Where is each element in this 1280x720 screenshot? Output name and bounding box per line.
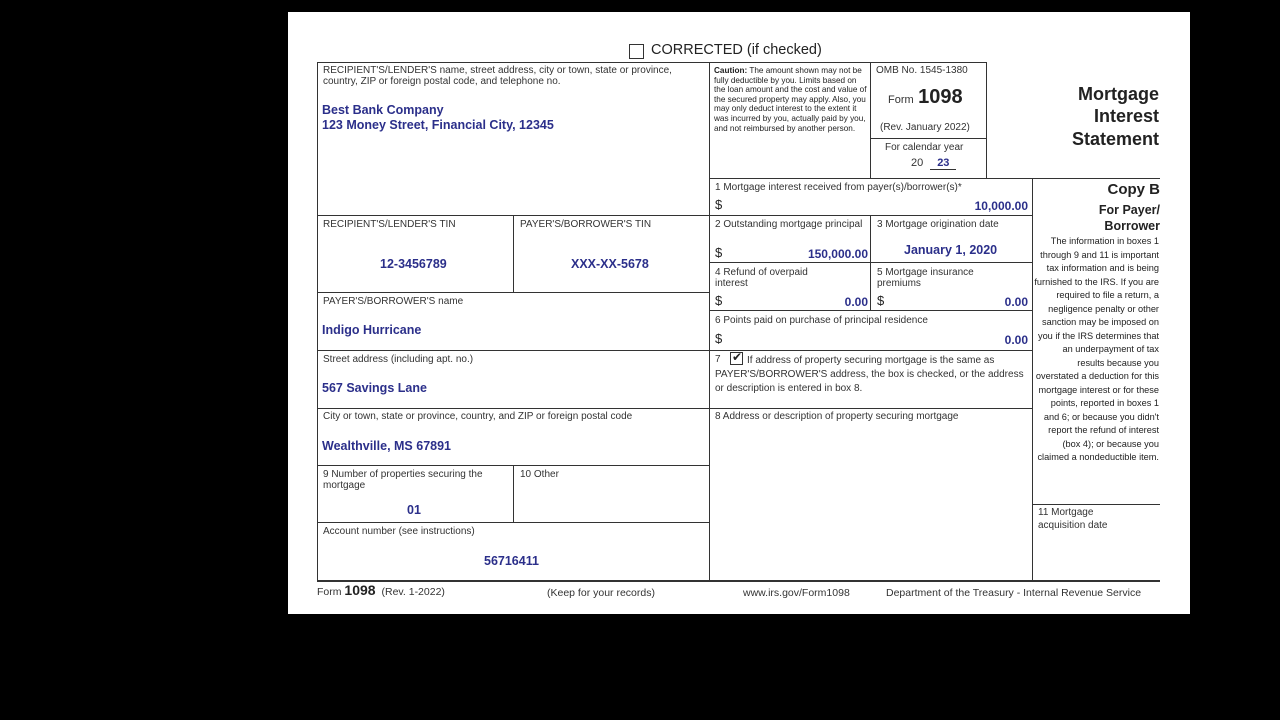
box4-dollar: $	[715, 293, 723, 308]
box9-label: 9 Number of properties securing the mortgage	[323, 469, 483, 491]
corrected-label: CORRECTED (if checked)	[651, 42, 822, 58]
box7-number: 7	[715, 354, 721, 365]
form-1098-page	[288, 12, 1190, 614]
footer-keep: (Keep for your records)	[547, 587, 655, 599]
box4-label: 4 Refund of overpaid interest	[715, 267, 808, 289]
box7-text: If address of property securing mortgage is the same as PAYER'S/BORROWER'S address, the box is checked, or the address or description is entered in box 8.	[715, 355, 1024, 394]
box3-label: 3 Mortgage origination date	[877, 219, 999, 230]
box1-label: 1 Mortgage interest received from payer(s)/borrower(s)*	[715, 182, 962, 193]
omb-number: OMB No. 1545-1380	[876, 65, 968, 76]
city-label: City or town, state or province, country, and ZIP or foreign postal code	[323, 411, 633, 422]
account-label: Account number (see instructions)	[323, 526, 475, 537]
footer-url[interactable]: www.irs.gov/Form1098	[743, 587, 850, 599]
box2-dollar: $	[715, 245, 723, 260]
title-line2: Interest	[1093, 106, 1159, 126]
corrected-checkbox[interactable]	[629, 44, 644, 59]
street-label: Street address (including apt. no.)	[323, 354, 474, 365]
title-line3: Statement	[1071, 129, 1159, 149]
recipient-address: 123 Money Street, Financial City, 12345	[322, 118, 554, 132]
box5-value: 0.00	[1004, 295, 1028, 309]
payer-street: 567 Savings Lane	[322, 381, 427, 395]
box2-label: 2 Outstanding mortgage principal	[715, 219, 863, 230]
box5-dollar: $	[877, 293, 885, 308]
payer-name-label: PAYER'S/BORROWER'S name	[323, 296, 464, 307]
recipient-tin: 12-3456789	[380, 257, 447, 271]
box1-value: 10,000.00	[974, 199, 1028, 213]
copy-for-line1: For Payer/	[1098, 203, 1160, 217]
frame-left	[317, 62, 318, 580]
account-value: 56716411	[484, 554, 539, 568]
revision: (Rev. January 2022)	[880, 122, 970, 133]
box4-value: 0.00	[844, 295, 868, 309]
box6-value: 0.00	[1004, 333, 1028, 347]
box5-label: 5 Mortgage insurance premiums	[877, 267, 974, 289]
recipient-label: RECIPIENT'S/LENDER'S name, street address, city or town, state or province, country, ZIP or foreign postal code, and telephone no.	[323, 65, 672, 87]
box2-value: 150,000.00	[807, 247, 868, 261]
recipient-tin-label: RECIPIENT'S/LENDER'S TIN	[323, 219, 456, 230]
recipient-name: Best Bank Company	[322, 103, 444, 117]
copy-b: Copy B	[1107, 181, 1160, 198]
payer-city: Wealthville, MS 67891	[322, 439, 451, 453]
box10-label: 10 Other	[520, 469, 559, 480]
box11-label-line2: acquisition date	[1038, 520, 1108, 531]
footer-dept: Department of the Treasury - Internal Revenue Service	[886, 587, 1142, 599]
calendar-label: For calendar year	[885, 142, 964, 153]
box8-label: 8 Address or description of property securing mortgage	[715, 411, 959, 422]
copy-for-line2: Borrower	[1104, 219, 1160, 233]
box6-dollar: $	[715, 331, 723, 346]
side-instructions: The information in boxes 1 through 9 and 11 is important tax information and is being furnished to the IRS. If you are required to file a return, a negligence penalty or other sanction may be imposed on you if the IRS determines that an underpayment of tax results because you overstated a deduction for this mortgage interest or for these points, reported in boxes 1 and 6; or because you didn't report the refund of interest (box 4); or because you claimed a nondeductible item.	[1034, 236, 1159, 462]
caution-note: Caution: The amount shown may not be fully deductible by you. Limits based on the loan amount and the cost and value of the secured property may apply. Also, you may only deduct interest to the extent it was incurred by you, actually paid by you, and not reimbursed by another person.	[714, 66, 867, 133]
form-number: Form 1098	[888, 86, 963, 108]
box3-value: January 1, 2020	[904, 243, 998, 257]
title-line1: Mortgage	[1078, 84, 1159, 104]
payer-tin-label: PAYER'S/BORROWER'S TIN	[520, 219, 652, 230]
payer-name: Indigo Hurricane	[322, 323, 422, 337]
checkmark-icon: ✔	[732, 350, 743, 364]
footer-form: Form 1098 (Rev. 1-2022)	[317, 582, 445, 598]
box1-dollar: $	[715, 197, 723, 212]
box6-label: 6 Points paid on purchase of principal residence	[715, 315, 928, 326]
box11-label-line1: 11 Mortgage	[1038, 507, 1094, 518]
calendar-year: 20 23	[911, 157, 956, 170]
box9-value: 01	[407, 503, 421, 517]
payer-tin: XXX-XX-5678	[571, 257, 649, 271]
